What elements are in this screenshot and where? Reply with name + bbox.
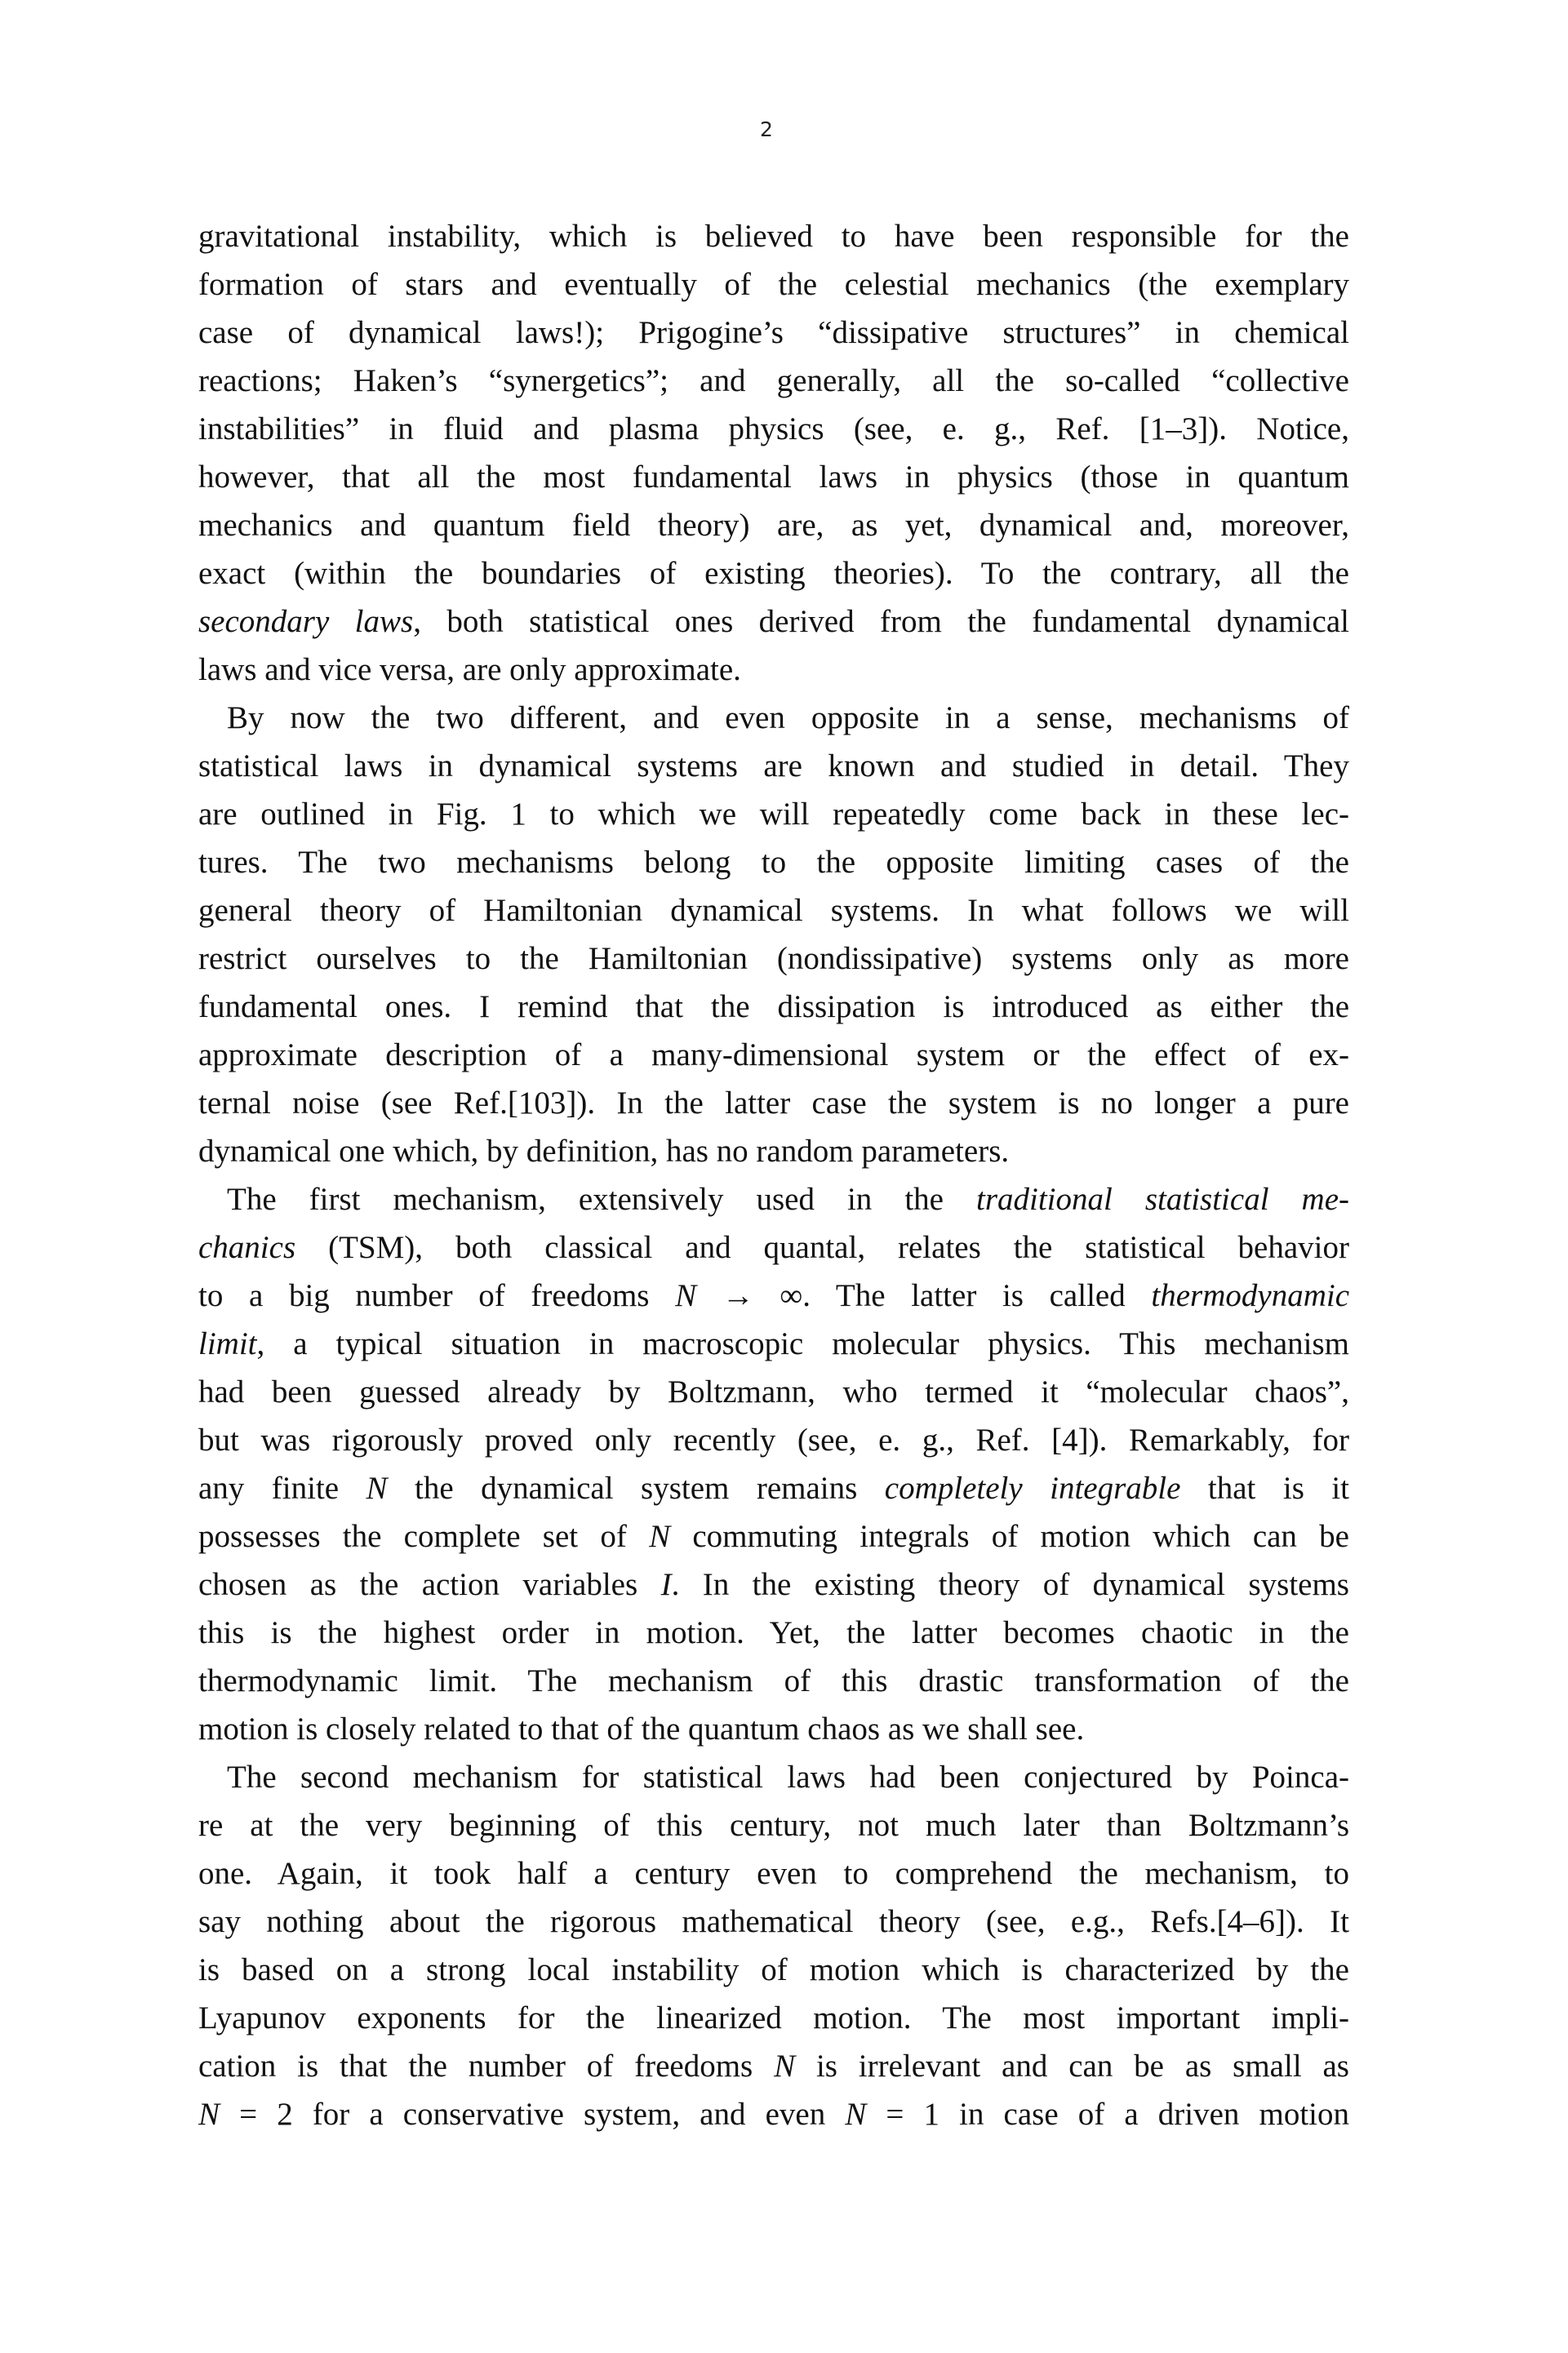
text-segment: possesses the complete set of xyxy=(198,1519,650,1554)
text-segment: chosen as the action variables xyxy=(198,1567,661,1602)
text-line xyxy=(198,1753,1349,1801)
text-segment: case of dynamical laws!); Prigogine’s “dissipative structures” in chemical xyxy=(198,315,1349,350)
text-segment: is irrelevant and can be as small as xyxy=(795,2049,1349,2084)
text-line xyxy=(198,1031,1349,1079)
text-segment: ternal noise (see Ref.[103]). In the latter case the system is no longer a pure xyxy=(198,1085,1349,1121)
paragraph xyxy=(198,1753,1349,2138)
text-segment: had been guessed already by Boltzmann, who termed it “molecular chaos”, xyxy=(198,1374,1349,1410)
text-line xyxy=(198,1561,1349,1609)
text-segment: reactions; Haken’s “synergetics”; and generally, all the so-called “collective xyxy=(198,363,1349,398)
text-segment: The second mechanism for statistical laws had been conjectured by Poinca- xyxy=(227,1760,1349,1795)
paragraph xyxy=(198,1175,1349,1753)
text-line xyxy=(198,1512,1349,1561)
text-line xyxy=(198,935,1349,983)
text-segment: motion is closely related to that of the quantum chaos as we shall see. xyxy=(198,1711,1085,1747)
text-segment: mechanics and quantum field theory) are, as yet, dynamical and, moreover, xyxy=(198,508,1349,543)
italic-text: N xyxy=(675,1278,697,1313)
text-line xyxy=(198,1946,1349,1994)
page-number: 2 xyxy=(760,118,773,141)
text-segment: thermodynamic limit. The mechanism of this drastic transformation of the xyxy=(198,1663,1349,1698)
text-line xyxy=(198,1127,1349,1175)
text-segment: are outlined in Fig. 1 to which we will repeatedly come back in these lec- xyxy=(198,797,1349,832)
text-line xyxy=(198,838,1349,886)
text-segment: restrict ourselves to the Hamiltonian (nondissipative) systems only as more xyxy=(198,941,1349,976)
text-line xyxy=(198,983,1349,1031)
text-line xyxy=(198,790,1349,838)
text-line xyxy=(198,1849,1349,1898)
text-segment: laws and vice versa, are only approximate. xyxy=(198,652,741,687)
text-line xyxy=(198,357,1349,405)
text-segment: is based on a strong local instability of motion which is characterized by the xyxy=(198,1952,1349,1987)
text-line xyxy=(198,1079,1349,1127)
italic-text: traditional statistical me- xyxy=(975,1182,1349,1217)
text-line xyxy=(198,549,1349,597)
text-line xyxy=(198,1898,1349,1946)
text-segment: The first mechanism, extensively used in the xyxy=(227,1182,976,1217)
text-line xyxy=(198,1416,1349,1464)
text-line xyxy=(198,1464,1349,1512)
text-line xyxy=(198,886,1349,935)
italic-text: N xyxy=(198,2097,220,2132)
text-line xyxy=(198,694,1349,742)
text-segment: however, that all the most fundamental laws in physics (those in quantum xyxy=(198,460,1349,495)
text-segment: dynamical one which, by definition, has no random parameters. xyxy=(198,1134,1010,1169)
text-segment: . In the existing theory of dynamical systems xyxy=(671,1567,1349,1602)
text-segment: statistical laws in dynamical systems are known and studied in detail. They xyxy=(198,748,1349,784)
paragraph xyxy=(198,694,1349,1175)
text-line xyxy=(198,405,1349,453)
text-segment: exact (within the boundaries of existing theories). To the contrary, all the xyxy=(198,556,1349,591)
text-segment: By now the two different, and even opposite in a sense, mechanisms of xyxy=(227,700,1349,735)
text-segment: to a big number of freedoms xyxy=(198,1278,676,1313)
text-segment: = 2 for a conservative system, and even xyxy=(220,2097,846,2132)
text-segment: this is the highest order in motion. Yet, the latter becomes chaotic in the xyxy=(198,1615,1349,1650)
text-line xyxy=(198,212,1349,260)
text-segment: one. Again, it took half a century even to comprehend the mechanism, to xyxy=(198,1856,1349,1891)
text-segment: formation of stars and eventually of the celestial mechanics (the exemplary xyxy=(198,267,1349,302)
text-line xyxy=(198,646,1349,694)
text-segment: that is it xyxy=(1180,1471,1350,1506)
text-segment: , both statistical ones derived from the fundamental dynamical xyxy=(413,604,1350,639)
text-segment: any finite xyxy=(198,1471,366,1506)
text-line xyxy=(198,501,1349,549)
text-line xyxy=(198,1368,1349,1416)
text-line xyxy=(198,1175,1349,1223)
text-segment: instabilities” in fluid and plasma physics (see, e. g., Ref. [1–3]). Notice, xyxy=(198,411,1349,446)
text-line xyxy=(198,1801,1349,1849)
text-segment: cation is that the number of freedoms xyxy=(198,2049,775,2084)
text-line xyxy=(198,1223,1349,1272)
text-segment: commuting integrals of motion which can be xyxy=(670,1519,1349,1554)
text-line xyxy=(198,1272,1349,1320)
text-line xyxy=(198,2042,1349,2090)
paragraph xyxy=(198,212,1349,694)
text-segment: re at the very beginning of this century, not much later than Boltzmann’s xyxy=(198,1808,1349,1843)
italic-text: N xyxy=(366,1471,388,1506)
text-line xyxy=(198,1320,1349,1368)
italic-text: I xyxy=(660,1567,672,1602)
text-line xyxy=(198,597,1349,646)
text-segment: but was rigorously proved only recently (see, e. g., Ref. [4]). Remarkably, for xyxy=(198,1423,1349,1458)
text-segment: the dynamical system remains xyxy=(387,1471,885,1506)
text-segment: gravitational instability, which is believed to have been responsible for the xyxy=(198,219,1349,254)
italic-text: chanics xyxy=(198,1230,296,1265)
body-text xyxy=(198,212,1349,2138)
italic-text: thermodynamic xyxy=(1151,1278,1349,1313)
text-segment: , a typical situation in macroscopic molecular physics. This mechanism xyxy=(256,1326,1349,1361)
text-line xyxy=(198,1609,1349,1657)
italic-text: completely integrable xyxy=(884,1471,1181,1506)
text-line xyxy=(198,742,1349,790)
text-segment: (TSM), both classical and quantal, relates the statistical behavior xyxy=(295,1230,1349,1265)
italic-text: limit xyxy=(198,1326,257,1361)
text-line xyxy=(198,453,1349,501)
text-line xyxy=(198,260,1349,309)
text-line xyxy=(198,1657,1349,1705)
text-segment: = 1 in case of a driven motion xyxy=(866,2097,1349,2132)
text-segment: approximate description of a many-dimensional system or the effect of ex- xyxy=(198,1037,1349,1072)
text-segment: say nothing about the rigorous mathematical theory (see, e.g., Refs.[4–6]). It xyxy=(198,1904,1349,1939)
italic-text: N xyxy=(774,2049,796,2084)
text-line xyxy=(198,1705,1349,1753)
text-line xyxy=(198,1994,1349,2042)
text-segment: fundamental ones. I remind that the dissipation is introduced as either the xyxy=(198,989,1349,1024)
text-segment: general theory of Hamiltonian dynamical systems. In what follows we will xyxy=(198,893,1349,928)
italic-text: secondary laws xyxy=(198,604,414,639)
text-line xyxy=(198,309,1349,357)
italic-text: N xyxy=(845,2097,867,2132)
text-line xyxy=(198,2090,1349,2138)
text-segment: → ∞. The latter is called xyxy=(696,1278,1152,1313)
text-segment: tures. The two mechanisms belong to the opposite limiting cases of the xyxy=(198,845,1349,880)
text-segment: Lyapunov exponents for the linearized motion. The most important impli- xyxy=(198,2000,1349,2036)
italic-text: N xyxy=(649,1519,671,1554)
